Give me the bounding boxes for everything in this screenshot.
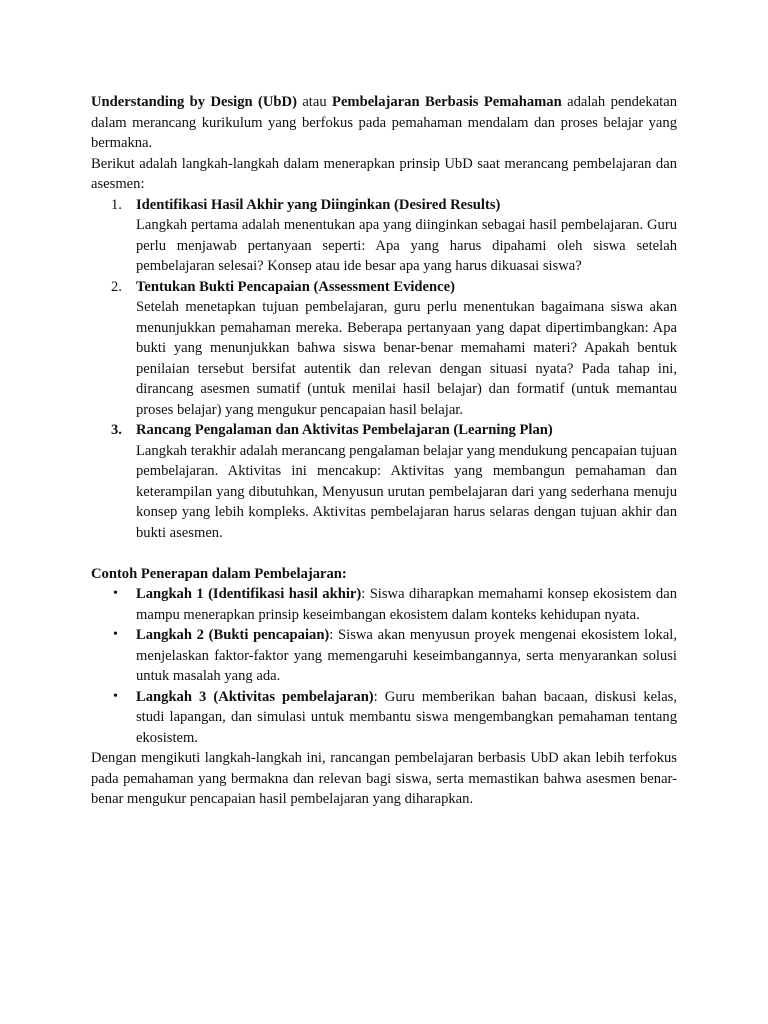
step-body: Langkah terakhir adalah merancang pengalaman belajar yang mendukung pencapaian tujuan pembelajaran. Aktivitas ini mencakup: Aktivitas yang membangun pemahaman dan keterampilan yang dibutuhkan, Menyusun urutan pembelajaran dari yang sederhana menuju konsep yang lebih kompleks. Aktivitas pembelajaran harus selaras dengan tujuan akhir dan bukti asesmen. <box>136 442 677 541</box>
example-item-2 <box>91 625 677 687</box>
example-label: Langkah 3 (Aktivitas pembelajaran) <box>136 688 374 705</box>
steps-list <box>91 195 677 544</box>
lead-paragraph: Berikut adalah langkah-langkah dalam menerapkan prinsip UbD saat merancang pembelajaran dan asesmen: <box>91 155 677 192</box>
example-label: Langkah 1 (Identifikasi hasil akhir) <box>136 586 362 602</box>
bullet-marker: • <box>113 586 118 601</box>
step-title: Tentukan Bukti Pencapaian (Assessment Evidence) <box>136 278 455 295</box>
step-marker: 3. <box>111 422 122 438</box>
example-heading: Contoh Penerapan dalam Pembelajaran: <box>91 565 347 582</box>
step-marker: 2. <box>111 278 122 295</box>
example-text <box>136 584 677 625</box>
example-item-3 <box>91 687 677 749</box>
example-description: : Siswa diharapkan memahami konsep ekosistem dan mampu menerapkan prinsip keseimbangan ekosistem dalam konteks kehidupan nyata. <box>136 586 678 623</box>
intro-term-ubd: Understanding by Design (UbD) <box>91 94 297 110</box>
step-item-2 <box>91 277 677 421</box>
example-description: : Guru memberikan bahan bacaan, diskusi kelas, studi lapangan, dan simulasi untuk membantu siswa mengembangkan pemahaman tentang ekosistem. <box>136 688 677 746</box>
step-item-3 <box>91 420 677 543</box>
example-text <box>136 625 677 687</box>
bullet-marker: • <box>113 688 118 704</box>
bullet-marker: • <box>113 627 118 642</box>
step-title: Identifikasi Hasil Akhir yang Diinginkan (Desired Results) <box>136 196 501 213</box>
example-label: Langkah 2 (Bukti pencapaian) <box>136 627 330 643</box>
step-item-1 <box>91 195 677 277</box>
step-body: Langkah pertama adalah menentukan apa yang diinginkan sebagai hasil pembelajaran. Guru perlu menjawab pertanyaan seperti: Apa yang harus dipahami oleh siswa setelah pembelajaran selesai? Konsep atau ide besar apa yang harus dikuasai siswa? <box>136 217 677 274</box>
intro-paragraph <box>91 92 677 154</box>
step-body: Setelah menetapkan tujuan pembelajaran, guru perlu menentukan bagaimana siswa akan menunjukkan pemahaman mereka. Beberapa pertanyaan yang dapat dipertimbangkan: Apa bukti yang menunjukkan bahwa siswa benar-benar memahami materi? Apakah bentuk penilaian tersebut bersifat autentik dan relevan dengan situasi nyata? Pada tahap ini, dirancang asesmen sumatif (untuk menilai hasil belajar) dan formatif (untuk memantau proses belajar) yang mengukur pencapaian hasil belajar. <box>136 299 677 418</box>
examples-list <box>91 584 677 748</box>
step-title: Rancang Pengalaman dan Aktivitas Pembelajaran (Learning Plan) <box>136 422 553 438</box>
intro-rest: adalah pendekatan dalam merancang kurikulum yang berfokus pada pemahaman mendalam dan proses belajar yang bermakna. <box>91 94 678 151</box>
example-text <box>136 687 677 749</box>
document-page <box>91 92 677 810</box>
intro-connector: atau <box>296 94 333 110</box>
blank-line <box>91 543 677 564</box>
example-item-1 <box>91 584 677 625</box>
intro-term-pemahaman: Pembelajaran Berbasis Pemahaman <box>332 94 562 110</box>
closing-paragraph: Dengan mengikuti langkah-langkah ini, rancangan pembelajaran berbasis UbD akan lebih terfokus pada pemahaman yang bermakna dan relevan bagi siswa, serta memastikan bahwa asesmen benar-benar mengukur pencapaian hasil pembelajaran yang diharapkan. <box>91 750 677 807</box>
example-description: : Siswa akan menyusun proyek mengenai ekosistem lokal, menjelaskan faktor-faktor yang memengaruhi keseimbangannya, serta menyarankan solusi untuk masalah yang ada. <box>136 627 678 684</box>
step-marker: 1. <box>111 196 122 213</box>
